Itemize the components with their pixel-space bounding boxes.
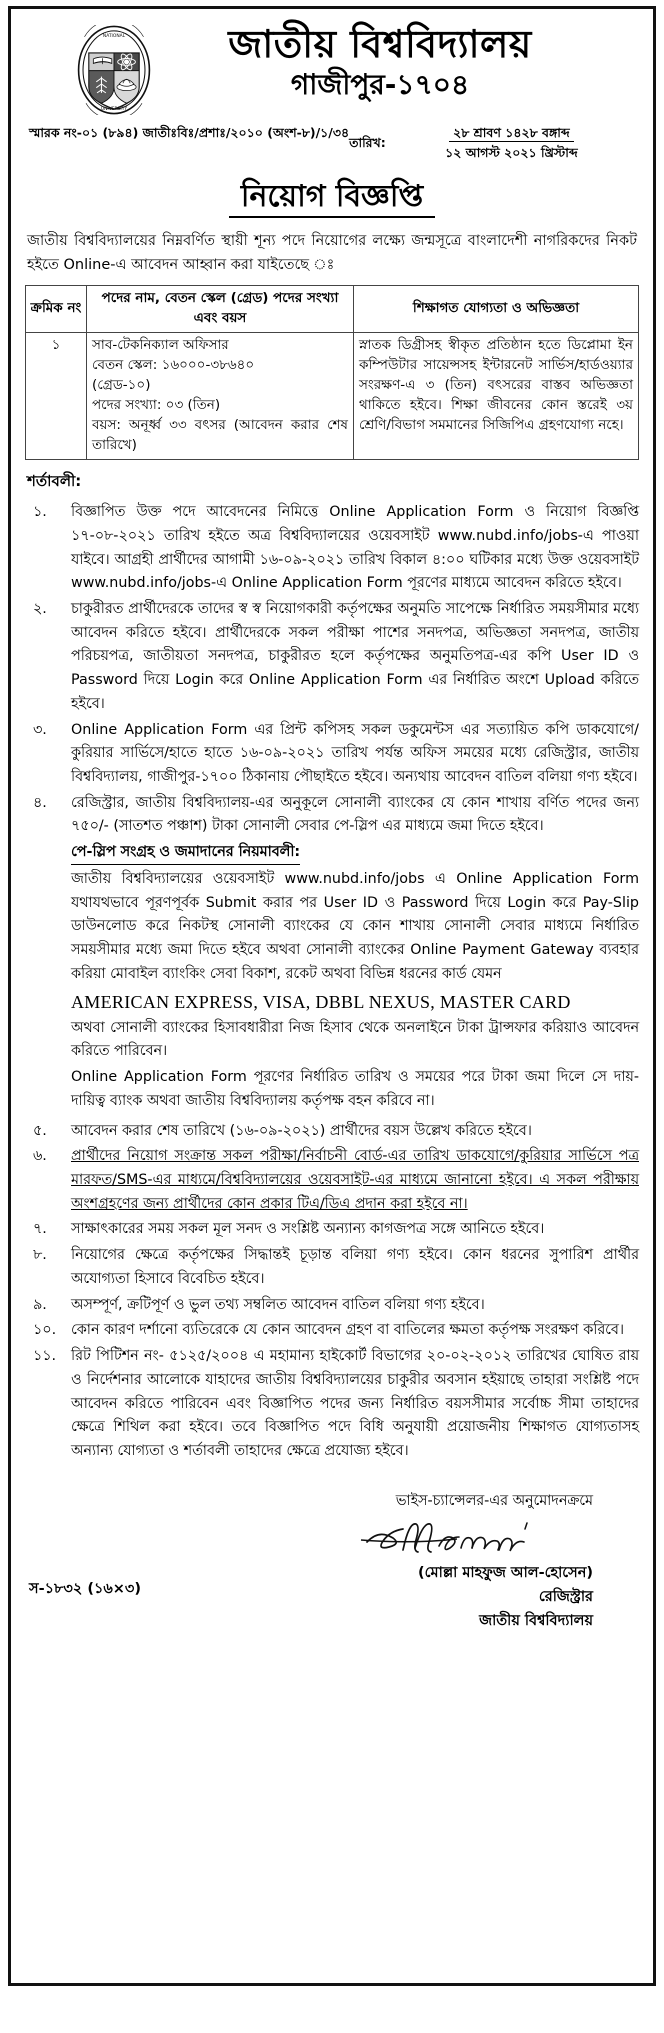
condition-item <box>25 1120 639 1144</box>
cell-post-details <box>87 333 354 460</box>
post-name: সাব-টেকনিক্যাল অফিসার <box>92 337 229 354</box>
cell-qualification: স্নাতক ডিগ্রীসহ স্বীকৃত প্রতিষ্ঠান হতে ডিপ্লোমা ইন কম্পিউটার সায়েন্সসহ ইন্টারনেট সার্ভিস/হার্ডওয়্যার সংরক্ষণ-এ ৩ (তিন) বৎসরের বাস্তব অভিজ্ঞতা থাকিতে হইবে। শিক্ষা জীবনের কোন স্তরেই ৩য় শ্রেণি/বিভাগ সমমানের সিজিপিএ গ্রহণযোগ্য নহে। <box>354 333 639 460</box>
condition-text: অসম্পূর্ণ, ক্রটিপূর্ণ ও ভুল তথ্য সম্বলিত আবেদন বাতিল বলিয়া গণ্য হইবে। <box>71 1296 485 1313</box>
condition-text: প্রার্থীদের নিয়োগ সংক্রান্ত সকল পরীক্ষা/নির্বাচনী বোর্ড-এর তারিখ ডাকযোগে/কুরিয়ার সার্ভিসে পত্র মারফত/SMS-এর মাধ্যমে/বিশ্ববিদ্যালয়ের ওয়েবসাইট-এর মাধ্যমে জানানো হইবে। এ সকল পরীক্ষায় অংশগ্রহণের জন্য প্রার্থীদের কোন প্রকার টিএ/ডিএ প্রদান করা হইবে না। <box>71 1148 639 1212</box>
condition-number: ৯. <box>33 1296 47 1313</box>
intro-paragraph: জাতীয় বিশ্ববিদ্যালয়ের নিম্নবর্ণিত স্থায়ী শূন্য পদে নিয়োগের লক্ষ্যে জন্মসূত্রে বাংলাদেশী নাগরিকদের নিকট হইতে Online-এ আবেদন আহ্বান করা যাইতেছে ঃ <box>27 233 637 273</box>
signatory-designation: রেজিস্ট্রার <box>538 1588 593 1605</box>
date-label: তারিখ: <box>349 135 386 150</box>
condition-number: ৮. <box>33 1247 47 1264</box>
condition-item <box>25 792 639 1114</box>
condition-number: ৬. <box>33 1148 47 1165</box>
condition-item <box>25 1244 639 1291</box>
condition-item <box>25 501 639 596</box>
memo-number: স্মারক নং-০১ (৮৯৪) জাতীঃবিঃ/প্রশাঃ/২০১০ (অংশ-৮)/১/৩৪ <box>29 125 350 140</box>
notice-title: নিয়োগ বিজ্ঞপ্তি <box>229 179 435 218</box>
date-block <box>349 125 639 165</box>
condition-text: আবেদন করার শেষ তারিখে (১৬-০৯-২০২১) প্রার্থীদের বয়স উল্লেখ করিতে হইবে। <box>71 1122 532 1139</box>
condition-number: ২. <box>33 600 47 617</box>
conditions-list-part-2 <box>25 1120 639 1464</box>
svg-text:UNIVERSITY: UNIVERSITY <box>100 106 128 112</box>
table-header-row <box>26 286 639 333</box>
header-qualification: শিক্ষাগত যোগ্যতা ও অভিজ্ঞতা <box>354 286 639 333</box>
document-border-frame <box>8 6 656 1986</box>
post-details-table <box>25 285 639 460</box>
handwritten-signature <box>25 1516 593 1562</box>
footer-reference-row <box>25 1578 639 1602</box>
payslip-heading: পে-স্লিপ সংগ্রহ ও জমাদানের নিয়মাবলী: <box>71 841 300 865</box>
condition-number: ৪. <box>33 794 47 811</box>
condition-item <box>25 1218 639 1242</box>
university-crest-logo <box>77 25 151 115</box>
memo-and-date-row <box>25 125 639 165</box>
condition-number: ১১. <box>33 1348 57 1365</box>
table-row <box>26 333 639 460</box>
condition-text: নিয়োগের ক্ষেত্রে কর্তৃপক্ষের সিদ্ধান্তই চূড়ান্ত বলিয়া গণ্য হইবে। কোন ধরনের সুপারিশ প্রার্থীর অযোগ্যতা হিসাবে বিবেচিত হইবে। <box>71 1247 639 1287</box>
document-header <box>25 17 639 115</box>
date-bengali: ২৮ শ্রাবণ ১৪২৮ বঙ্গাব্দ <box>449 125 574 142</box>
accepted-card-list: AMERICAN EXPRESS, VISA, DBBL NEXUS, MASTER CARD <box>71 991 571 1012</box>
signatory-organization: জাতীয় বিশ্ববিদ্যালয় <box>479 1612 593 1629</box>
condition-text: রিট পিটিশন নং- ৫১২৫/২০০৪ এ মহামান্য হাইকোর্ট বিভাগের ২০-০২-২০১২ তারিখের ঘোষিত রায় ও নির্দেশনার আলোকে যাহাদের জাতীয় বিশ্ববিদ্যালয়ের চাকুরীর অবসান হইয়াছে তাহারা সংশ্লিষ্ট পদে আবেদন করিতে পারিবেন এবং বিজ্ঞাপিত পদের জন্য নির্ধারিত বয়সসীমার সর্বোচ্চ সীমা তাহাদের ক্ষেত্রে শিথিল করা হইবে। তবে বিজ্ঞাপিত পদে বিধি অনুযায়ী প্রয়োজনীয় শিক্ষাগত যোগ্যতাসহ অন্যান্য যোগ্যতা ও শর্তাবলী তাহাদের ক্ষেত্রে প্রযোজ্য হইবে। <box>71 1348 639 1459</box>
condition-item <box>25 1345 639 1464</box>
post-grade: (গ্রেড-১০) <box>92 377 151 394</box>
university-city-code: গাজীপুর-১৭০৪ <box>290 67 470 101</box>
condition-item <box>25 1319 639 1343</box>
payslip-instructions-block <box>71 841 639 1113</box>
condition-number: ৩. <box>33 721 47 738</box>
header-post-details: পদের নাম, বেতন স্কেল (গ্রেড) পদের সংখ্যা এবং বয়স <box>87 286 354 333</box>
condition-item <box>25 1294 639 1318</box>
condition-text: বিজ্ঞাপিত উক্ত পদে আবেদনের নিমিত্তে Online Application Form ও নিয়োগ বিজ্ঞপ্তি ১৭-০৮-২০২১ তারিখ হইতে অত্র বিশ্ববিদ্যালয়ের ওয়েবসাইট www.nubd.info/jobs-এ পাওয়া যাইবে। আগ্রহী প্রার্থীদের আগামী ১৬-০৯-২০২১ তারিখ বিকাল ৪:০০ ঘটিকার মধ্যে উক্ত ওয়েবসাইট www.nubd.info/jobs-এ Online Application Form পূরণের মাধ্যমে আবেদন করিতে হইবে। <box>71 504 639 592</box>
post-pay-scale: বেতন স্কেল: ১৬০০০-৩৮৬৪০ <box>92 357 255 374</box>
payslip-paragraph-3: Online Application Form পূরণের নির্ধারিত তারিখ ও সময়ের পরে টাকা জমা দিলে সে দায়-দায়িত্ব ব্যাংক অথবা জাতীয় বিশ্ববিদ্যালয় কর্তৃপক্ষ বহন করিবে না। <box>71 1069 639 1109</box>
payslip-paragraph-1: জাতীয় বিশ্ববিদ্যালয়ের ওয়েবসাইট www.nubd.info/jobs এ Online Application Form যথাযথভাবে পূরণপূর্বক Submit করার পর User ID ও Password দিয়ে Login করে Pay-Slip ডাউনলোড করে নিকটস্থ সোনালী ব্যাংকের যে কোন শাখায় সোনালী সেবার মাধ্যমে নির্ধারিত সময়সীমার মধ্যে জমা দিতে হইবে অথবা সোনালী ব্যাংকের Online Payment Gateway ব্যবহার করিয়া মোবাইল ব্যাংকিং সেবা বিকাশ, রকেট অথবা বিভিন্ন ধরনের কার্ড যেমন <box>71 871 639 982</box>
condition-text: কোন কারণ দর্শানো ব্যতিরেকে যে কোন আবেদন গ্রহণ বা বাতিলের ক্ষমতা কর্তৃপক্ষ সংরক্ষণ করিবে। <box>71 1322 624 1339</box>
svg-text:NATIONAL: NATIONAL <box>102 33 126 39</box>
condition-item <box>25 598 639 717</box>
condition-item <box>25 1145 639 1216</box>
condition-text: রেজিস্ট্রার, জাতীয় বিশ্ববিদ্যালয়-এর অনুকূলে সোনালী ব্যাংকের যে কোন শাখায় বর্ণিত পদের জন্য ৭৫০/- (সাতশত পঞ্চাশ) টাকা সোনালী সেবার পে-স্লিপ এর মাধ্যমে জমা দিতে হইবে। <box>71 794 639 835</box>
notice-title-wrapper <box>25 179 639 218</box>
date-gregorian: ১২ আগস্ট ২০২১ খ্রিস্টাব্দ <box>445 145 578 160</box>
post-vacancies: পদের সংখ্যা: ০৩ (তিন) <box>92 397 221 414</box>
condition-number: ৭. <box>33 1221 47 1238</box>
university-name: জাতীয় বিশ্ববিদ্যালয় <box>228 22 532 66</box>
payslip-paragraph-2: অথবা সোনালী ব্যাংকের হিসাবধারীরা নিজ হিসাব থেকে অনলাইনে টাকা ট্রান্সফার করিয়াও আবেদন করিতে পারিবেন। <box>71 1019 639 1060</box>
condition-text: চাকুরীরত প্রার্থীদেরকে তাদের স্ব স্ব নিয়োগকারী কর্তৃপক্ষের অনুমতি সাপেক্ষে নির্ধারিত সময়সীমার মধ্যে আবেদন করিতে হইবে। প্রার্থীদেরকে সকল পরীক্ষা পাশের সনদপত্র, অভিজ্ঞতা সনদপত্র, জাতীয় পরিচয়পত্র, জাতীয়তা সনদপত্র, চাকুরীরত হলে কর্তৃপক্ষের অনুমতিপত্র-এর কপি User ID ও Password দিয়ে Login করে Online Application Form এর নির্ধারিত অংশে Upload করিতে হইবে। <box>71 600 639 712</box>
condition-number: ১০. <box>33 1322 57 1339</box>
signatory-name: (মোল্লা মাহফুজ আল-হোসেন) <box>418 1564 593 1581</box>
conditions-list-part-1 <box>25 501 639 1114</box>
condition-item <box>25 719 639 790</box>
signature-block <box>25 1490 639 1634</box>
header-serial: ক্রমিক নং <box>26 286 87 333</box>
conditions-heading: শর্তাবলী: <box>27 472 82 491</box>
condition-number: ১. <box>33 504 47 521</box>
condition-text: সাক্ষাৎকারের সময় সকল মূল সনদ ও সংশ্লিষ্ট অন্যান্য কাগজপত্র সঙ্গে আনিতে হইবে। <box>71 1221 545 1238</box>
condition-text: Online Application Form এর প্রিন্ট কপিসহ সকল ডকুমেন্টস এর সত্যায়িত কপি ডাকযোগে/কুরিয়ার সার্ভিসে/হাতে হাতে ১৬-০৯-২০২১ তারিখ পর্যন্ত অফিস সময়ের মধ্যে রেজিস্ট্রার, জাতীয় বিশ্ববিদ্যালয়, গাজীপুর-১৭০০ ঠিকানায় পৌছাইতে হইবে। অন্যথায় আবেদন বাতিল বলিয়া গণ্য হইবে। <box>71 721 639 786</box>
cell-serial: ১ <box>26 333 87 460</box>
reference-code: স-১৮৩২ (১৬×৩) <box>29 1580 141 1597</box>
condition-number: ৫. <box>33 1122 47 1139</box>
approval-line: ভাইস-চ্যান্সেলর-এর অনুমোদনক্রমে <box>395 1492 593 1509</box>
post-age-limit: বয়স: অনূর্ধ্ব ৩৩ বৎসর (আবেদন করার শেষ তারিখে) <box>92 417 348 454</box>
